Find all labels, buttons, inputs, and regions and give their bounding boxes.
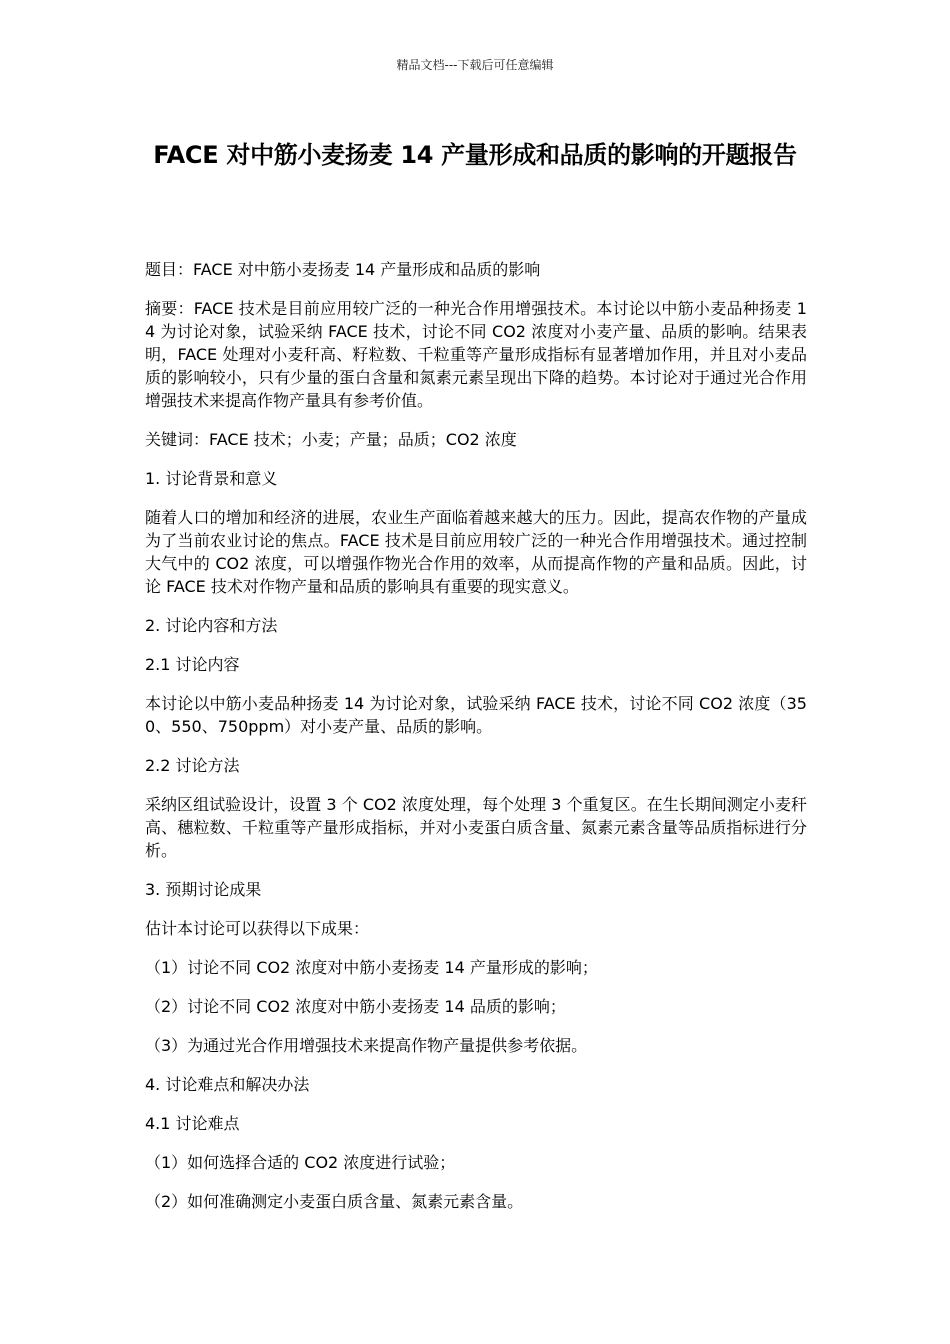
subsection-heading-2-1: 2.1 讨论内容 (145, 655, 240, 674)
outcomes-intro: 估计本讨论可以获得以下成果： (145, 919, 370, 938)
section-heading-2: 2. 讨论内容和方法 (145, 616, 278, 635)
topic-line: 题目：FACE 对中筋小麦扬麦 14 产量形成和品质的影响 (145, 260, 541, 279)
keywords-line: 关键词：FACE 技术；小麦；产量；品质；CO2 浓度 (145, 430, 517, 449)
difficulty-item-1: （1）如何选择合适的 CO2 浓度进行试验； (145, 1153, 456, 1172)
difficulty-item-2: （2）如何准确测定小麦蛋白质含量、氮素元素含量。 (145, 1192, 524, 1211)
subsection-heading-4-1: 4.1 讨论难点 (145, 1114, 240, 1133)
header-note: 精品文档---下载后可任意编辑 (396, 58, 554, 72)
subsection-heading-2-2: 2.2 讨论方法 (145, 756, 240, 775)
section-heading-4: 4. 讨论难点和解决办法 (145, 1075, 310, 1094)
document-body (145, 258, 807, 1229)
outcome-item-1: （1）讨论不同 CO2 浓度对中筋小麦扬麦 14 产量形成的影响； (145, 958, 598, 977)
outcome-item-3: （3）为通过光合作用增强技术来提高作物产量提供参考依据。 (145, 1036, 588, 1055)
background-paragraph: 随着人口的增加和经济的进展，农业生产面临着越来越大的压力。因此，提高农作物的产量成为了当前农业讨论的焦点。FACE 技术是目前应用较广泛的一种光合作用增强技术。通过控制大气中的 CO2 浓度，可以增强作物光合作用的效率，从而提高作物的产量和品质。因此，讨论 FACE 技术对作物产量和品质的影响具有重要的现实意义。 (145, 508, 807, 596)
abstract-paragraph: 摘要：FACE 技术是目前应用较广泛的一种光合作用增强技术。本讨论以中筋小麦品种扬麦 14 为讨论对象，试验采纳 FACE 技术，讨论不同 CO2 浓度对小麦产量、品质的影响。结果表明，FACE 处理对小麦秆高、籽粒数、千粒重等产量形成指标有显著增加作用，并且对小麦品质的影响较小，只有少量的蛋白含量和氮素元素呈现出下降的趋势。本讨论对于通过光合作用增强技术来提高作物产量具有参考价值。 (145, 299, 807, 410)
content-paragraph: 本讨论以中筋小麦品种扬麦 14 为讨论对象，试验采纳 FACE 技术，讨论不同 CO2 浓度（350、550、750ppm）对小麦产量、品质的影响。 (145, 694, 807, 736)
section-heading-3: 3. 预期讨论成果 (145, 880, 262, 899)
section-heading-1: 1. 讨论背景和意义 (145, 469, 278, 488)
outcome-item-2: （2）讨论不同 CO2 浓度对中筋小麦扬麦 14 品质的影响； (145, 997, 566, 1016)
document-title: FACE 对中筋小麦扬麦 14 产量形成和品质的影响的开题报告 (153, 141, 797, 169)
method-paragraph: 采纳区组试验设计，设置 3 个 CO2 浓度处理，每个处理 3 个重复区。在生长期间测定小麦秆高、穗粒数、千粒重等产量形成指标，并对小麦蛋白质含量、氮素元素含量等品质指标进行分析。 (145, 795, 807, 860)
